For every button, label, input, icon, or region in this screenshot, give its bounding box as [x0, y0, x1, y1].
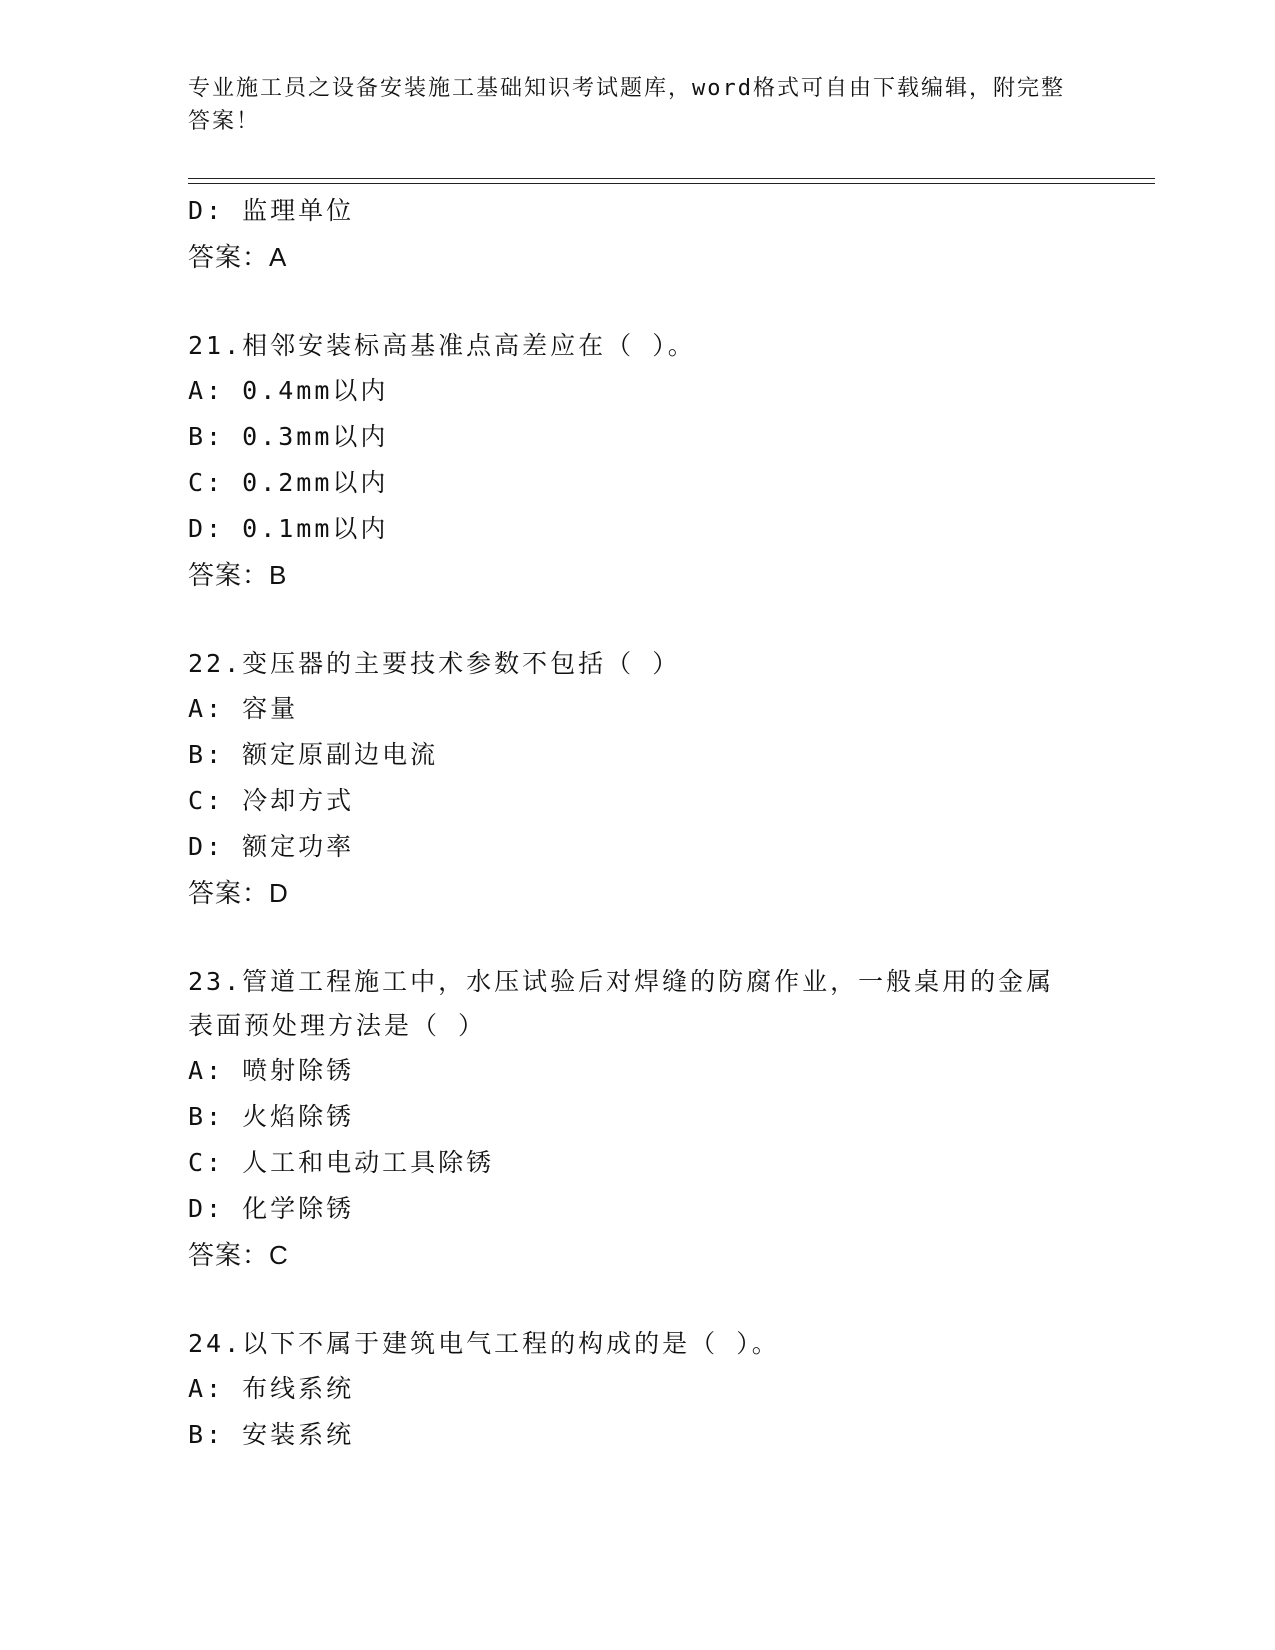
option-b: B: 安装系统 — [188, 1420, 355, 1449]
option-a: A: 喷射除锈 — [188, 1056, 355, 1085]
answer-line: 答案：D — [188, 878, 289, 908]
option-d: D: 0.1mm以内 — [188, 514, 389, 543]
option-a: A: 容量 — [188, 694, 299, 723]
answer-line: 答案：B — [188, 560, 288, 590]
block-gap — [188, 598, 1108, 642]
option-d: D: 额定功率 — [188, 832, 355, 861]
option-c: C: 0.2mm以内 — [188, 468, 389, 497]
header-divider-top — [188, 178, 1155, 179]
option-d: D: 化学除锈 — [188, 1194, 355, 1223]
option-a: A: 布线系统 — [188, 1374, 355, 1403]
block-gap — [188, 280, 1108, 324]
answer-line: 答案：A — [188, 242, 288, 272]
answer-line: 答案：C — [188, 1240, 289, 1270]
option-b: B: 火焰除锈 — [188, 1102, 355, 1131]
option-a: A: 0.4mm以内 — [188, 376, 389, 405]
option-b: B: 0.3mm以内 — [188, 422, 389, 451]
option-d: D: 监理单位 — [188, 196, 355, 225]
option-b: B: 额定原副边电流 — [188, 740, 439, 769]
header-divider-bottom — [188, 183, 1155, 184]
question-content — [188, 188, 1108, 1458]
block-gap — [188, 1278, 1108, 1322]
option-c: C: 冷却方式 — [188, 786, 355, 815]
document-header: 专业施工员之设备安装施工基础知识考试题库，word格式可自由下载编辑，附完整答案！ — [188, 76, 1065, 134]
question-stem: 22.变压器的主要技术参数不包括（ ） — [188, 649, 681, 678]
question-stem: 24.以下不属于建筑电气工程的构成的是（ ）。 — [188, 1329, 780, 1358]
block-gap — [188, 916, 1108, 960]
option-c: C: 人工和电动工具除锈 — [188, 1148, 495, 1177]
question-stem: 23.管道工程施工中，水压试验后对焊缝的防腐作业，一般桌用的金属表面预处理方法是（ ） — [188, 967, 1055, 1040]
question-stem: 21.相邻安装标高基准点高差应在（ ）。 — [188, 331, 696, 360]
